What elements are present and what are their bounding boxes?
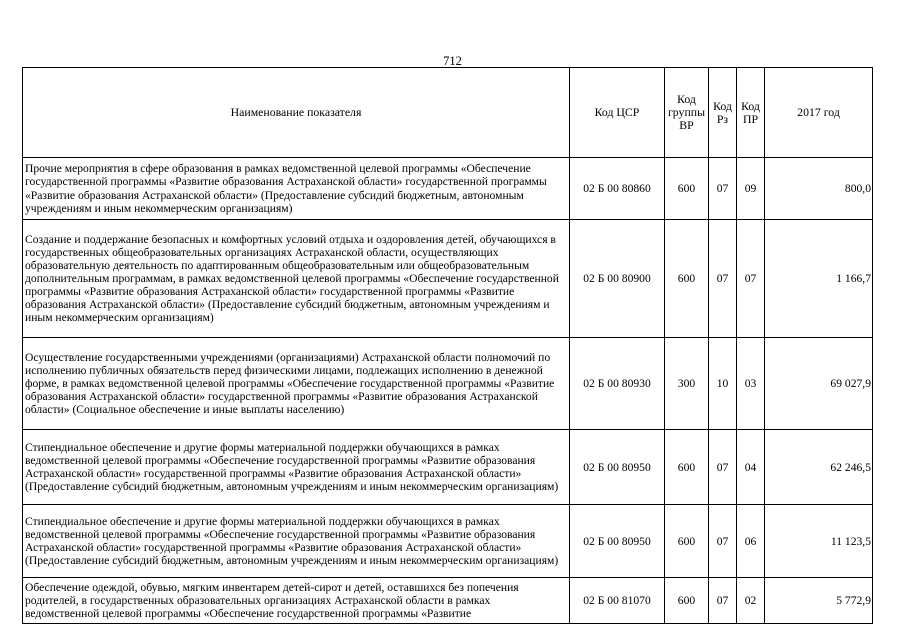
header-vr: Код группы ВР	[665, 68, 709, 158]
row-name: Создание и поддержание безопасных и комфортных условий отдыха и оздоровления детей, обучающихся в государственных общеобразовательных организациях Астраханской области, осуществляющих образовательную деятельность по адаптированным общеобразовательным или общеобразовательным дополнительным программам, в рамках ведомственной целевой программы «Обеспечение государственной программы «Развитие образования Астраханской области» государственной программы «Развитие образования Астраханской области» (Предоставление субсидий бюджетным, автономным учреждениям и иным некоммерческим организациям)	[23, 220, 570, 338]
table-row	[23, 430, 873, 505]
row-rz: 07	[709, 430, 737, 505]
row-csr: 02 Б 00 81070	[570, 578, 665, 624]
row-name: Стипендиальное обеспечение и другие формы материальной поддержки обучающихся в рамках ведомственной целевой программы «Обеспечение государственной программы «Развитие образования Астраханской области» государственной программы «Развитие образования Астраханской области» (Предоставление субсидий бюджетным, автономным учреждениям и иным некоммерческим организациям)	[23, 430, 570, 505]
header-csr: Код ЦСР	[570, 68, 665, 158]
table-row	[23, 158, 873, 220]
row-amount: 69 027,9	[765, 338, 873, 430]
row-name: Прочие мероприятия в сфере образования в рамках ведомственной целевой программы «Обеспечение государственной программы «Развитие образования Астраханской области» государственной программы «Развитие образования Астраханской области» (Предоставление субсидий бюджетным, автономным учреждениям и иным некоммерческим организациям)	[23, 158, 570, 220]
row-vr: 300	[665, 338, 709, 430]
row-amount: 5 772,9	[765, 578, 873, 624]
row-csr: 02 Б 00 80900	[570, 220, 665, 338]
table-header-row	[23, 68, 873, 158]
table-row	[23, 505, 873, 578]
page-number: 712	[443, 54, 462, 68]
budget-table	[22, 67, 873, 624]
header-name: Наименование показателя	[23, 68, 570, 158]
row-amount: 1 166,7	[765, 220, 873, 338]
row-vr: 600	[665, 220, 709, 338]
row-vr: 600	[665, 158, 709, 220]
table-row	[23, 338, 873, 430]
row-amount: 62 246,5	[765, 430, 873, 505]
row-pr: 07	[737, 220, 765, 338]
header-year: 2017 год	[765, 68, 873, 158]
row-pr: 06	[737, 505, 765, 578]
row-name: Осуществление государственными учреждениями (организациями) Астраханской области полномочий по исполнению публичных обязательств перед физическими лицами, подлежащих исполнению в денежной форме, в рамках ведомственной целевой программы «Обеспечение государственной программы «Развитие образования Астраханской области» государственной программы «Развитие образования Астраханской области» (Социальное обеспечение и иные выплаты населению)	[23, 338, 570, 430]
row-csr: 02 Б 00 80950	[570, 430, 665, 505]
header-pr: Код ПР	[737, 68, 765, 158]
row-pr: 04	[737, 430, 765, 505]
row-name: Стипендиальное обеспечение и другие формы материальной поддержки обучающихся в рамках ведомственной целевой программы «Обеспечение государственной программы «Развитие образования Астраханской области» государственной программы «Развитие образования Астраханской области» (Предоставление субсидий бюджетным, автономным учреждениям и иным некоммерческим организациям)	[23, 505, 570, 578]
row-pr: 02	[737, 578, 765, 624]
header-rz: Код Рз	[709, 68, 737, 158]
row-rz: 10	[709, 338, 737, 430]
row-csr: 02 Б 00 80930	[570, 338, 665, 430]
row-pr: 03	[737, 338, 765, 430]
table-row	[23, 220, 873, 338]
row-rz: 07	[709, 158, 737, 220]
row-vr: 600	[665, 430, 709, 505]
row-vr: 600	[665, 578, 709, 624]
row-rz: 07	[709, 505, 737, 578]
row-amount: 800,0	[765, 158, 873, 220]
row-amount: 11 123,5	[765, 505, 873, 578]
row-name: Обеспечение одеждой, обувью, мягким инвентарем детей-сирот и детей, оставшихся без попечения родителей, в государственных образовательных организациях Астраханской области в рамках ведомственной целевой программы «Обеспечение государственной программы «Развитие	[23, 578, 570, 624]
row-rz: 07	[709, 220, 737, 338]
table-row	[23, 578, 873, 624]
row-csr: 02 Б 00 80950	[570, 505, 665, 578]
row-pr: 09	[737, 158, 765, 220]
row-rz: 07	[709, 578, 737, 624]
row-csr: 02 Б 00 80860	[570, 158, 665, 220]
row-vr: 600	[665, 505, 709, 578]
